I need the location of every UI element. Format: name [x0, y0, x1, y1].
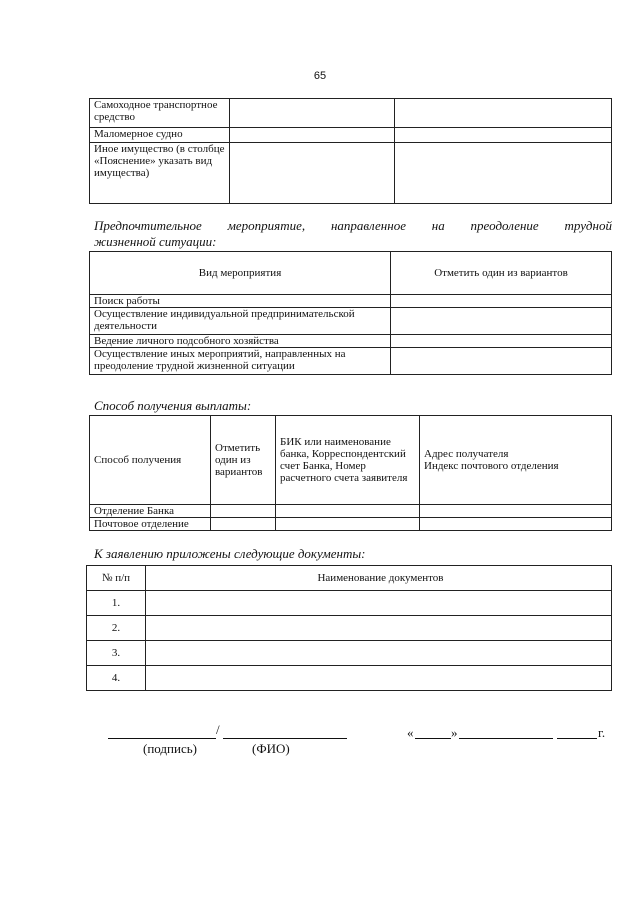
- payment-label: Отделение Банка: [90, 505, 211, 518]
- payment-bank-cell[interactable]: [276, 505, 420, 518]
- docs-table: [86, 565, 612, 691]
- measure-label: Ведение личного подсобного хозяйства: [90, 335, 391, 348]
- column-header-bank: БИК или наименование банка, Корреспондентский счет Банка, Номер расчетного счета заявителя: [276, 416, 420, 505]
- date-year-suffix: г.: [598, 725, 606, 740]
- page-number: 65: [313, 70, 327, 82]
- signature-caption: (подпись): [143, 741, 197, 756]
- property-table: [89, 98, 612, 204]
- table-row: [90, 295, 612, 308]
- table-row: [90, 99, 612, 128]
- table-row: [87, 616, 612, 641]
- measure-heading-line2: жизненной ситуации:: [94, 234, 217, 249]
- table-row: [90, 143, 612, 204]
- measure-heading-line1: [94, 218, 612, 234]
- table-row: [90, 308, 612, 335]
- table-row: [90, 335, 612, 348]
- table-header-row: [90, 252, 612, 295]
- column-header-name: Наименование документов: [146, 566, 612, 591]
- column-header-address: [420, 416, 612, 505]
- measure-table: [89, 251, 612, 375]
- doc-name-cell[interactable]: [146, 666, 612, 691]
- doc-number: 1.: [87, 591, 146, 616]
- property-cell[interactable]: [230, 128, 395, 143]
- table-row: [87, 666, 612, 691]
- payment-label: Почтовое отделение: [90, 518, 211, 531]
- signature-line[interactable]: [108, 738, 216, 739]
- name-caption: (ФИО): [252, 741, 290, 756]
- table-header-row: [87, 566, 612, 591]
- doc-name-cell[interactable]: [146, 616, 612, 641]
- payment-address-cell[interactable]: [420, 505, 612, 518]
- property-cell[interactable]: [395, 143, 612, 204]
- payment-mark-cell[interactable]: [211, 518, 276, 531]
- date-day-line[interactable]: [415, 738, 451, 739]
- payment-table: [89, 415, 612, 531]
- signature-slash: /: [216, 722, 220, 737]
- property-label: Самоходное транспортное средство: [90, 99, 230, 128]
- heading-word: направленное: [330, 218, 406, 233]
- heading-word: трудной: [564, 218, 612, 233]
- column-header-mark: Отметить один из вариантов: [211, 416, 276, 505]
- payment-address-cell[interactable]: [420, 518, 612, 531]
- date-quote-open: «: [407, 725, 414, 740]
- measure-mark-cell[interactable]: [391, 295, 612, 308]
- payment-mark-cell[interactable]: [211, 505, 276, 518]
- doc-number: 3.: [87, 641, 146, 666]
- property-label: Маломерное судно: [90, 128, 230, 143]
- doc-name-cell[interactable]: [146, 591, 612, 616]
- property-cell[interactable]: [395, 128, 612, 143]
- measure-label: Осуществление иных мероприятий, направленных на преодоление трудной жизненной ситуации: [90, 348, 391, 375]
- doc-number: 4.: [87, 666, 146, 691]
- property-cell[interactable]: [395, 99, 612, 128]
- table-row: [90, 348, 612, 375]
- doc-name-cell[interactable]: [146, 641, 612, 666]
- measure-label: Осуществление индивидуальной предпринимательской деятельности: [90, 308, 391, 335]
- measure-label: Поиск работы: [90, 295, 391, 308]
- table-row: [90, 518, 612, 531]
- table-row: [90, 505, 612, 518]
- measure-mark-cell[interactable]: [391, 335, 612, 348]
- heading-word: мероприятие,: [227, 218, 306, 233]
- address-line1: Адрес получателя: [424, 448, 509, 460]
- column-header-number: № п/п: [87, 566, 146, 591]
- table-row: [87, 641, 612, 666]
- column-header-type: Вид мероприятия: [90, 252, 391, 295]
- measure-heading: [94, 218, 612, 250]
- doc-number: 2.: [87, 616, 146, 641]
- table-row: [87, 591, 612, 616]
- payment-bank-cell[interactable]: [276, 518, 420, 531]
- address-line2: Индекс почтового отделения: [424, 460, 559, 472]
- property-label: Иное имущество (в столбце «Пояснение» указать вид имущества): [90, 143, 230, 204]
- payment-heading: Способ получения выплаты:: [94, 398, 252, 413]
- table-header-row: [90, 416, 612, 505]
- column-header-method: Способ получения: [90, 416, 211, 505]
- heading-word: Предпочтительное: [94, 218, 202, 233]
- column-header-mark: Отметить один из вариантов: [391, 252, 612, 295]
- heading-word: преодоление: [470, 218, 539, 233]
- measure-mark-cell[interactable]: [391, 348, 612, 375]
- date-year-line[interactable]: [557, 738, 597, 739]
- heading-word: на: [431, 218, 445, 233]
- docs-heading: К заявлению приложены следующие документы:: [94, 546, 366, 561]
- name-line[interactable]: [223, 738, 347, 739]
- table-row: [90, 128, 612, 143]
- property-cell[interactable]: [230, 99, 395, 128]
- property-cell[interactable]: [230, 143, 395, 204]
- measure-mark-cell[interactable]: [391, 308, 612, 335]
- date-quote-close: »: [451, 725, 458, 740]
- date-month-line[interactable]: [459, 738, 553, 739]
